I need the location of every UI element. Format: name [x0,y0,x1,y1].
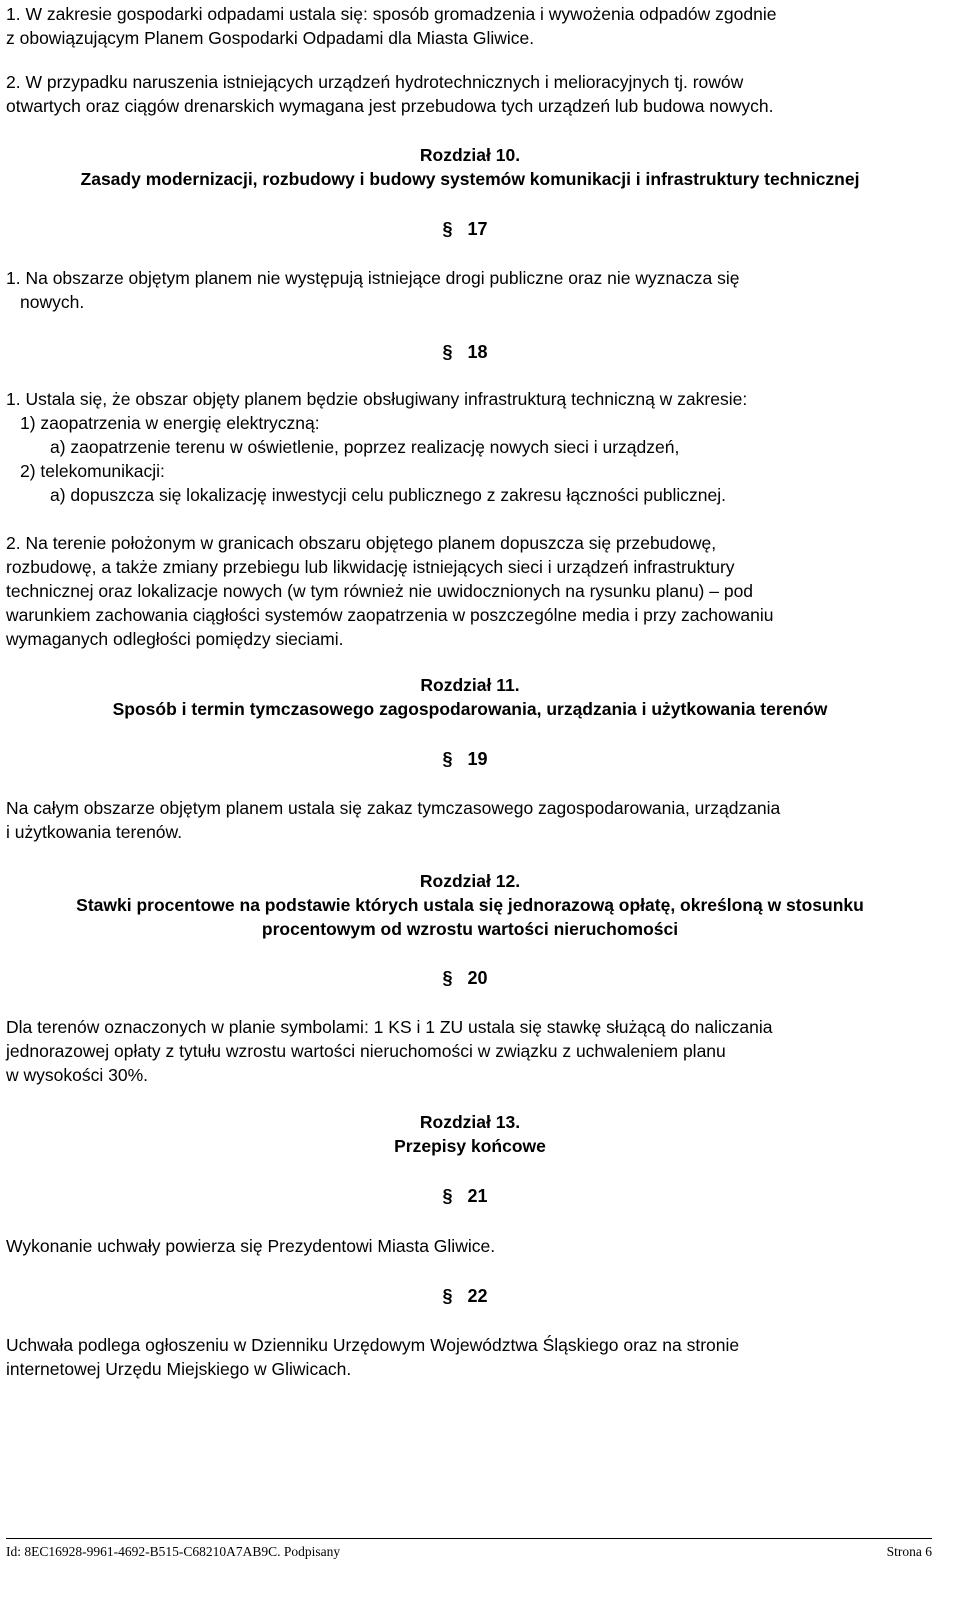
text-line: Na całym obszarze objętym planem ustala się zakaz tymczasowego zagospodarowania, urządzania [6,798,781,818]
text-line: nowych. [20,292,85,312]
section-21-text: Wykonanie uchwały powierza się Prezydentowi Miasta Gliwice. [6,1236,496,1256]
text-line: z obowiązującym Planem Gospodarki Odpadami dla Miasta Gliwice. [6,28,535,48]
paragraph-drainage-2 [6,70,930,118]
text-line: technicznej oraz lokalizacje nowych (w tym również nie uwidocznionych na rysunku planu) – pod [6,581,754,601]
section-18-point-1 [6,387,930,507]
chapter-10-title: Zasady modernizacji, rozbudowy i budowy systemów komunikacji i infrastruktury technicznej [80,169,860,189]
footer-divider [6,1538,932,1539]
text-line: w wysokości 30%. [6,1065,148,1085]
text-line: procentowym od wzrostu wartości nieruchomości [261,919,679,939]
list-item: a) zaopatrzenie terenu w oświetlenie, poprzez realizację nowych sieci i urządzeń, [50,437,680,457]
chapter-12-title [0,893,940,941]
section-number: 19 [467,749,488,769]
chapter-10-heading: Rozdział 10. [419,145,521,165]
section-18-point-2 [6,531,930,651]
chapter-11-title: Sposób i termin tymczasowego zagospodarowania, urządzania i użytkowania terenów [112,699,828,719]
chapter-11-heading: Rozdział 11. [420,675,520,695]
page-footer [6,1544,932,1560]
chapter-13-heading: Rozdział 13. [419,1112,521,1132]
section-22-heading [0,1286,940,1307]
text-line: warunkiem zachowania ciągłości systemów zaopatrzenia w poszczególne media i przy zachowaniu [6,605,774,625]
paragraph-waste-1 [6,2,930,50]
list-item: 1) zaopatrzenia w energię elektryczną: [20,413,320,433]
section-20-heading [0,968,940,989]
text-line: 2. W przypadku naruszenia istniejących urządzeń hydrotechnicznych i melioracyjnych tj. rowów [6,72,744,92]
section-number: 17 [467,219,488,239]
section-symbol: § [442,968,453,988]
text-line: internetowej Urzędu Miejskiego w Gliwicach. [6,1359,352,1379]
section-20-text [6,1015,930,1087]
list-item: 2) telekomunikacji: [20,461,165,481]
page-number: Strona 6 [886,1544,932,1559]
section-18-heading [0,342,940,363]
text-line: wymaganych odległości pomiędzy sieciami. [6,629,344,649]
section-symbol: § [442,1186,453,1206]
section-19-text [6,796,930,844]
text-line: i użytkowania terenów. [6,822,183,842]
text-line: 1. Ustala się, że obszar objęty planem będzie obsługiwany infrastrukturą techniczną w zakresie: [6,389,748,409]
text-line: 1. W zakresie gospodarki odpadami ustala się: sposób gromadzenia i wywożenia odpadów zgodnie [6,4,777,24]
section-symbol: § [442,749,453,769]
section-symbol: § [442,342,453,362]
section-17-text [6,266,930,314]
section-number: 18 [467,342,488,362]
text-line: 1. Na obszarze objętym planem nie występują istniejące drogi publiczne oraz nie wyznacza się [6,268,740,288]
section-21-heading [0,1186,940,1207]
text-line: Stawki procentowe na podstawie których ustala się jednorazową opłatę, określoną w stosunku [76,895,864,915]
section-number: 21 [467,1186,488,1206]
chapter-13-title: Przepisy końcowe [394,1136,546,1156]
text-line: Dla terenów oznaczonych w planie symbolami: 1 KS i 1 ZU ustala się stawkę służącą do naliczania [6,1017,773,1037]
text-line: 2. Na terenie położonym w granicach obszaru objętego planem dopuszcza się przebudowę, [6,533,717,553]
document-id: Id: 8EC16928-9961-4692-B515-C68210A7AB9C. Podpisany [6,1544,341,1559]
text-line: jednorazowej opłaty z tytułu wzrostu wartości nieruchomości w związku z uchwaleniem planu [6,1041,726,1061]
text-line: Uchwała podlega ogłoszeniu w Dzienniku Urzędowym Województwa Śląskiego oraz na stronie [6,1335,740,1355]
section-symbol: § [442,1286,453,1306]
text-line: otwartych oraz ciągów drenarskich wymagana jest przebudowa tych urządzeń lub budowa nowych. [6,96,774,116]
text-line: rozbudowę, a także zmiany przebiegu lub likwidację istniejących sieci i urządzeń infrastruktury [6,557,735,577]
section-symbol: § [442,219,453,239]
section-19-heading [0,749,940,770]
list-item: a) dopuszcza się lokalizację inwestycji celu publicznego z zakresu łączności publicznej. [50,485,727,505]
section-number: 22 [467,1286,488,1306]
section-22-text [6,1333,930,1381]
section-number: 20 [467,968,488,988]
chapter-12-heading: Rozdział 12. [419,871,521,891]
section-17-heading [0,219,940,240]
